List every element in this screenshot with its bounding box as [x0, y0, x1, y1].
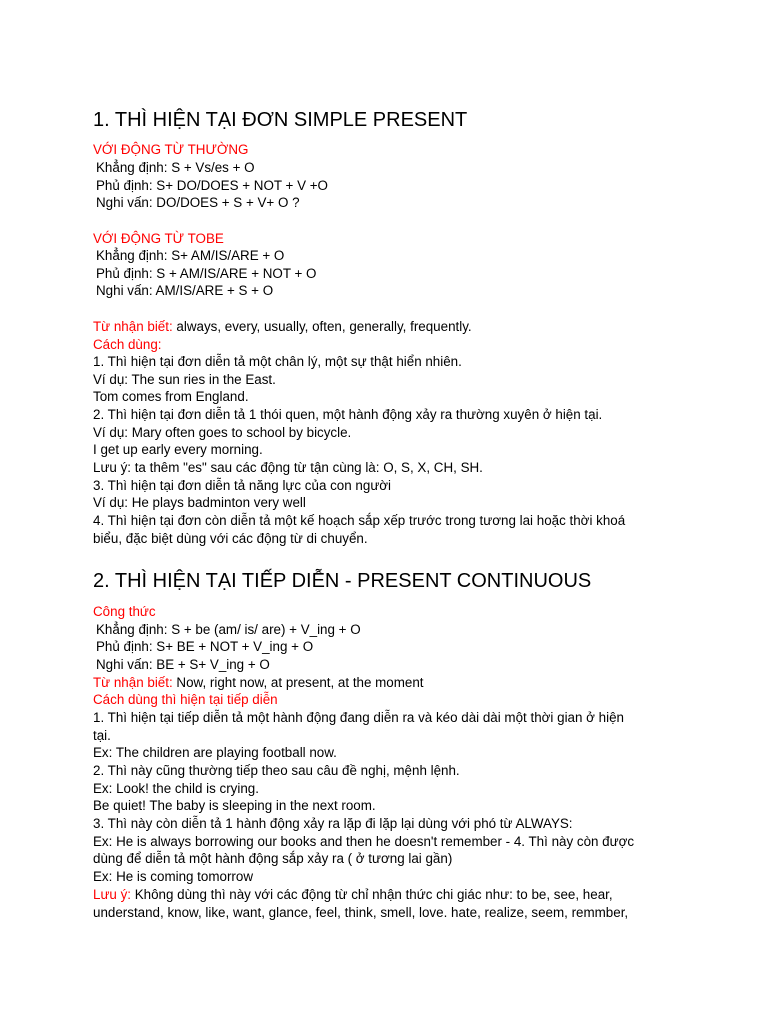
note-line	[93, 886, 613, 904]
usage-line: 1. Thì hiện tại đơn diễn tả một chân lý, một sự thật hiển nhiên.	[93, 354, 462, 369]
usage-line: Ex: He is coming tomorrow	[93, 869, 253, 884]
note-label: Lưu ý:	[93, 887, 131, 902]
formula-line: Nghi vấn: BE + S+ V_ing + O	[96, 657, 270, 672]
formula-line: Khẳng định: S + Vs/es + O	[96, 160, 255, 175]
note-continuation: understand, know, like, want, glance, feel, think, smell, love. hate, realize, seem, remmber,	[93, 905, 629, 920]
usage-line: 1. Thì hiện tại tiếp diễn tả một hành động đang diễn ra và kéo dài dài một thời gian ở hiện	[93, 710, 624, 725]
formula-heading: Công thức	[93, 604, 156, 619]
usage-line: 3. Thì này còn diễn tả 1 hành động xảy ra lặp đi lặp lại dùng với phó từ ALWAYS:	[93, 816, 573, 831]
regular-verb-heading: VỚI ĐỘNG TỪ THƯỜNG	[93, 142, 249, 157]
usage-line: 3. Thì hiện tại đơn diễn tả năng lực của con người	[93, 478, 392, 493]
usage-line: tại.	[93, 728, 111, 743]
usage-heading: Cách dùng:	[93, 337, 162, 352]
formula-line: Nghi vấn: AM/IS/ARE + S + O	[96, 283, 274, 298]
formula-line: Khẳng định: S + be (am/ is/ are) + V_ing + O	[96, 622, 361, 637]
signal-words-label: Từ nhận biết:	[93, 675, 173, 690]
usage-line: dùng để diễn tả một hành động sắp xảy ra ( ở tương lai gần)	[93, 851, 453, 866]
formula-line: Phủ định: S+ BE + NOT + V_ing + O	[96, 639, 314, 654]
usage-line: Ex: The children are playing football now.	[93, 745, 337, 760]
usage-line: biểu, đặc biệt dùng với các động từ di chuyển.	[93, 531, 368, 546]
usage-line: 2. Thì này cũng thường tiếp theo sau câu đề nghị, mệnh lệnh.	[93, 763, 460, 778]
usage-line: 4. Thì hiện tại đơn còn diễn tả một kế hoạch sắp xếp trước trong tương lai hoặc thời khoá	[93, 513, 626, 528]
usage-line: Ex: He is always borrowing our books and then he doesn't remember - 4. Thì này còn được	[93, 834, 635, 849]
formula-line: Phủ định: S + AM/IS/ARE + NOT + O	[96, 266, 317, 281]
section2-title: 2. THÌ HIỆN TẠI TIẾP DIỄN - PRESENT CONTINUOUS	[93, 570, 592, 592]
signal-words-line	[93, 674, 424, 692]
tobe-heading: VỚI ĐỘNG TỪ TOBE	[93, 231, 224, 246]
formula-line: Phủ định: S+ DO/DOES + NOT + V +O	[96, 178, 328, 193]
usage-line: Ví dụ: The sun ries in the East.	[93, 372, 276, 387]
note-text: Không dùng thì này với các động từ chỉ nhận thức chi giác như: to be, see, hear,	[131, 887, 613, 902]
signal-words-line	[93, 318, 472, 336]
usage-line: Ví dụ: He plays badminton very well	[93, 495, 306, 510]
usage-line: Be quiet! The baby is sleeping in the next room.	[93, 798, 376, 813]
usage-line: I get up early every morning.	[93, 442, 263, 457]
signal-words-text: Now, right now, at present, at the moment	[172, 675, 424, 690]
usage-line: Ví dụ: Mary often goes to school by bicycle.	[93, 425, 352, 440]
signal-words-label: Từ nhận biết:	[93, 319, 173, 334]
formula-line: Nghi vấn: DO/DOES + S + V+ O ?	[96, 195, 300, 210]
usage-line: Tom comes from England.	[93, 389, 249, 404]
usage-line: Lưu ý: ta thêm "es" sau các động từ tận cùng là: O, S, X, CH, SH.	[93, 460, 483, 475]
signal-words-text: always, every, usually, often, generally, frequently.	[172, 319, 472, 334]
usage-heading: Cách dùng thì hiện tại tiếp diễn	[93, 692, 278, 707]
formula-line: Khẳng định: S+ AM/IS/ARE + O	[96, 248, 285, 263]
usage-line: Ex: Look! the child is crying.	[93, 781, 259, 796]
usage-line: 2. Thì hiện tại đơn diễn tả 1 thói quen, một hành động xảy ra thường xuyên ở hiện tại.	[93, 407, 603, 422]
section1-title: 1. THÌ HIỆN TẠI ĐƠN SIMPLE PRESENT	[93, 109, 468, 131]
